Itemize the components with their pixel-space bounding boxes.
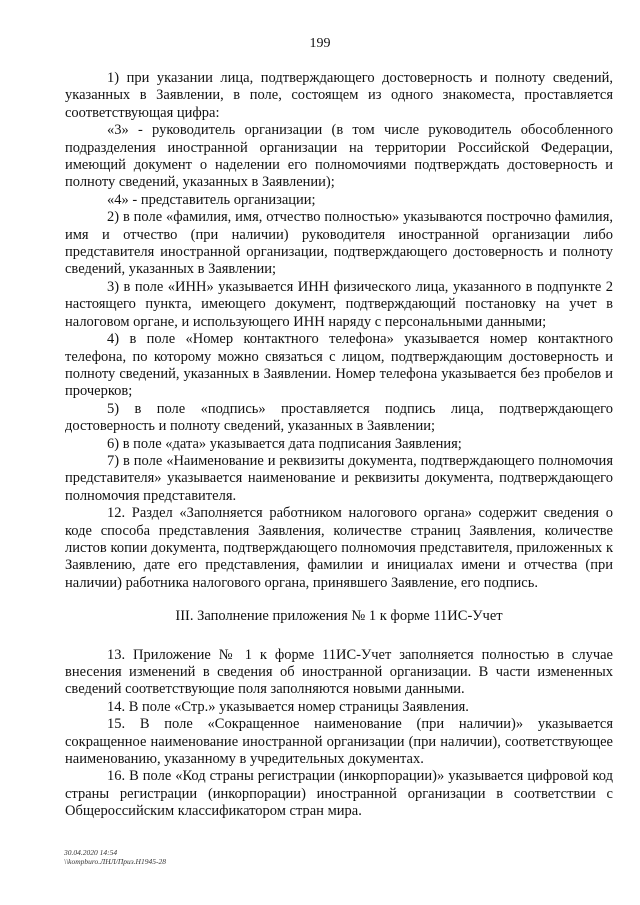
document-body <box>65 70 613 821</box>
page-number: 199 <box>309 36 331 51</box>
paragraph: 15. В поле «Сокращенное наименование (при наличии)» указывается сокращенное наименование иностранной организации (при наличии), соответствующее наименованию, указанному в учредительных документах. <box>65 716 613 768</box>
paragraph: 13. Приложение № 1 к форме 11ИС-Учет заполняется полностью в случае внесения изменений в сведения об иностранной организации. В части измененных сведений соответствующие поля заполняются новыми данными. <box>65 646 613 698</box>
paragraph: 5) в поле «подпись» проставляется подпись лица, подтверждающего достоверность и полноту сведений, указанных в Заявлении; <box>65 400 613 435</box>
paragraph: 12. Раздел «Заполняется работником налогового органа» содержит сведения о коде способа представления Заявления, количестве страниц Заявления, количестве листов копии документа, подтверждающего полномочия представителя, приложенных к Заявлению, дате его представления, фамилии и инициалах имени и отчества (при наличии) работника налогового органа, принявшего Заявление, его подпись. <box>65 505 613 591</box>
page-footer <box>64 848 166 866</box>
section-heading: III. Заполнение приложения № 1 к форме 11ИС-Учет <box>175 608 503 625</box>
paragraph: 14. В поле «Стр.» указывается номер страницы Заявления. <box>107 698 469 715</box>
paragraph: 6) в поле «дата» указывается дата подписания Заявления; <box>107 435 462 452</box>
paragraph: 4) в поле «Номер контактного телефона» указывается номер контактного телефона, по которому можно связаться с лицом, подтверждающим достоверность и полноту сведений, указанных в Заявлении. Номер телефона указывается без пробелов и прочерков; <box>65 331 613 400</box>
paragraph: 3) в поле «ИНН» указывается ИНН физического лица, указанного в подпункте 2 настоящего пункта, имеющего документ, подтверждающий постановку на учет в налоговом органе, и использующего ИНН наряду с персональными данными; <box>65 278 613 330</box>
footer-date: 30.04.2020 14:54 <box>64 848 118 857</box>
paragraph: «4» - представитель организации; <box>107 191 316 208</box>
paragraph: 1) при указании лица, подтверждающего достоверность и полноту сведений, указанных в Заявлении, в поле, состоящем из одного знакоместа, проставляется соответствующая цифра: <box>65 70 613 121</box>
paragraph: 2) в поле «фамилия, имя, отчество полностью» указываются построчно фамилия, имя и отчество (при наличии) руководителя иностранной организации либо представителя иностранной организации, подтверждающего достоверность и полноту сведений, указанных в Заявлении; <box>65 209 613 278</box>
paragraph: 7) в поле «Наименование и реквизиты документа, подтверждающего полномочия представителя» указывается наименование и реквизиты документа, подтверждающего полномочия представителя. <box>65 452 613 504</box>
paragraph: «3» - руководитель организации (в том числе руководитель обособленного подразделения иностранной организации на территории Российской Федерации, имеющий документ о наделении его полномочиями подтверждать достоверность и полноту сведений, указанных в Заявлении); <box>65 122 613 191</box>
footer-path: \\kompburo.ЛНЛ/Приз.Н1945-28 <box>64 857 166 866</box>
paragraph: 16. В поле «Код страны регистрации (инкорпорации)» указывается цифровой код страны регистрации (инкорпорации) иностранной организации в соответствии с Общероссийским классификатором стран мира. <box>65 768 613 820</box>
